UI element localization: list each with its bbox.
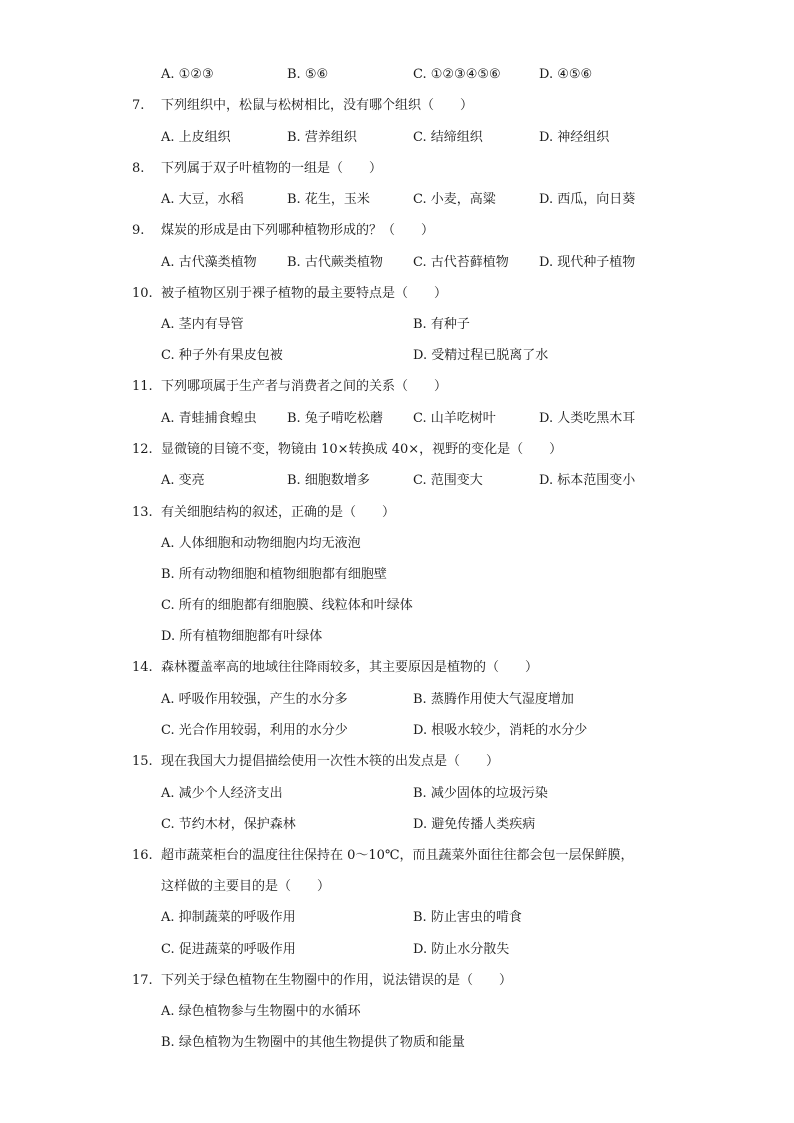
q9-option-b: B. 古代蕨类植物 (287, 255, 383, 270)
q8-text: 下列属于双子叶植物的一组是（ ） (161, 161, 383, 176)
q9-option-c: C. 古代苔藓植物 (413, 255, 509, 270)
q16-number: 16. (132, 848, 153, 863)
q13-text: 有关细胞结构的叙述，正确的是（ ） (161, 505, 396, 520)
q17-number: 17. (132, 973, 153, 988)
q13-option-a: A. 人体细胞和动物细胞内均无液泡 (161, 536, 361, 551)
q6-option-b: B. ⑤⑥ (287, 67, 329, 82)
q8-option-d: D. 西瓜，向日葵 (539, 192, 636, 207)
q14-number: 14. (132, 660, 153, 675)
q15-option-c: C. 节约木材，保护森林 (161, 817, 296, 832)
q7-option-d: D. 神经组织 (539, 130, 610, 145)
q16-option-c: C. 促进蔬菜的呼吸作用 (161, 942, 296, 957)
q17-text: 下列关于绿色植物在生物圈中的作用，说法错误的是（ ） (161, 973, 513, 988)
q9-text: 煤炭的形成是由下列哪种植物形成的？（ ） (161, 223, 435, 238)
q8-number: 8. (132, 161, 145, 176)
q11-number: 11. (132, 379, 153, 394)
q14-option-a: A. 呼吸作用较强，产生的水分多 (161, 692, 348, 707)
q14-option-d: D. 根吸水较少，消耗的水分少 (413, 723, 588, 738)
q11-option-a: A. 青蛙捕食蝗虫 (161, 411, 257, 426)
q10-option-c: C. 种子外有果皮包被 (161, 348, 283, 363)
q14-text: 森林覆盖率高的地域往往降雨较多，其主要原因是植物的（ ） (161, 660, 539, 675)
q7-text: 下列组织中，松鼠与松树相比，没有哪个组织（ ） (161, 98, 474, 113)
q8-option-a: A. 大豆，水稻 (161, 192, 244, 207)
q13-option-d: D. 所有植物细胞都有叶绿体 (161, 629, 323, 644)
q16-text: 超市蔬菜柜台的温度往往保持在 0～10℃，而且蔬菜外面往往都会包一层保鲜膜， (161, 848, 634, 863)
q12-option-b: B. 细胞数增多 (287, 473, 370, 488)
q6-option-a: A. ①②③ (161, 67, 214, 82)
q12-option-d: D. 标本范围变小 (539, 473, 636, 488)
q8-option-b: B. 花生，玉米 (287, 192, 370, 207)
q17-option-a: A. 绿色植物参与生物圈中的水循环 (161, 1004, 361, 1019)
q10-option-b: B. 有种子 (413, 317, 470, 332)
q13-option-b: B. 所有动物细胞和植物细胞都有细胞壁 (161, 567, 387, 582)
q10-number: 10. (132, 286, 153, 301)
q9-option-d: D. 现代种子植物 (539, 255, 636, 270)
q7-option-c: C. 结缔组织 (413, 130, 483, 145)
q7-option-b: B. 营养组织 (287, 130, 357, 145)
q15-option-d: D. 避免传播人类疾病 (413, 817, 536, 832)
q11-option-b: B. 兔子啃吃松蘑 (287, 411, 383, 426)
q15-number: 15. (132, 754, 153, 769)
q9-option-a: A. 古代藻类植物 (161, 255, 257, 270)
q11-text: 下列哪项属于生产者与消费者之间的关系（ ） (161, 379, 448, 394)
q14-option-c: C. 光合作用较弱，利用的水分少 (161, 723, 348, 738)
q13-option-c: C. 所有的细胞都有细胞膜、线粒体和叶绿体 (161, 598, 413, 613)
q10-text: 被子植物区别于裸子植物的最主要特点是（ ） (161, 286, 448, 301)
q6-option-d: D. ④⑤⑥ (539, 67, 593, 82)
q14-option-b: B. 蒸腾作用使大气湿度增加 (413, 692, 574, 707)
q16-option-d: D. 防止水分散失 (413, 942, 510, 957)
q10-option-a: A. 茎内有导管 (161, 317, 244, 332)
q15-text: 现在我国大力提倡描绘使用一次性木筷的出发点是（ ） (161, 754, 500, 769)
q7-option-a: A. 上皮组织 (161, 130, 231, 145)
q12-number: 12. (132, 442, 153, 457)
q11-option-c: C. 山羊吃树叶 (413, 411, 496, 426)
q6-option-c: C. ①②③④⑤⑥ (413, 67, 501, 82)
q16-option-b: B. 防止害虫的啃食 (413, 910, 522, 925)
q13-number: 13. (132, 505, 153, 520)
q7-number: 7. (132, 98, 145, 113)
q11-option-d: D. 人类吃黑木耳 (539, 411, 636, 426)
q8-option-c: C. 小麦，高粱 (413, 192, 496, 207)
q16-text-cont: 这样做的主要目的是（ ） (161, 879, 331, 894)
q12-option-a: A. 变亮 (161, 473, 205, 488)
q15-option-b: B. 减少固体的垃圾污染 (413, 786, 548, 801)
q16-option-a: A. 抑制蔬菜的呼吸作用 (161, 910, 296, 925)
q9-number: 9. (132, 223, 145, 238)
q15-option-a: A. 减少个人经济支出 (161, 786, 283, 801)
q17-option-b: B. 绿色植物为生物圈中的其他生物提供了物质和能量 (161, 1035, 465, 1050)
q10-option-d: D. 受精过程已脱离了水 (413, 348, 549, 363)
q12-option-c: C. 范围变大 (413, 473, 483, 488)
q12-text: 显微镜的目镜不变，物镜由 10×转换成 40×，视野的变化是（ ） (161, 442, 563, 457)
